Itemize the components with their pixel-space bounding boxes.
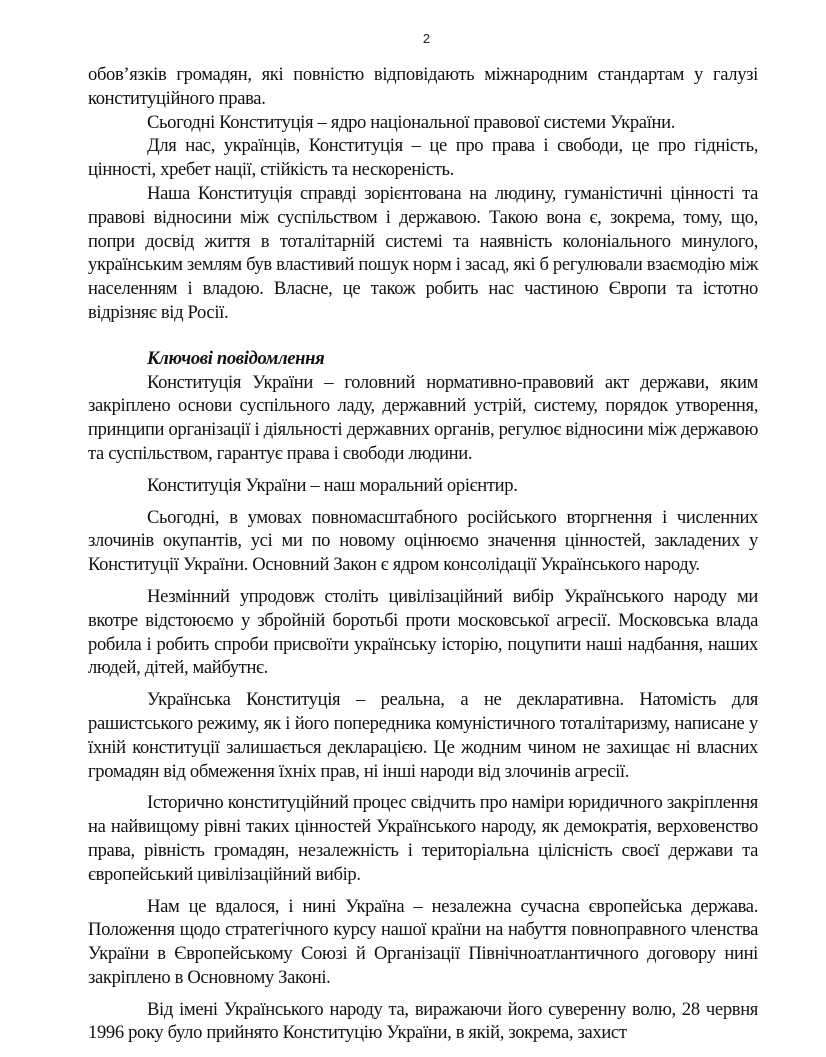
paragraph: Від імені Українського народу та, виражаючи його суверенну волю, 28 червня 1996 року було прийнято Конституцію України, в якій, зокрема, захист	[88, 998, 758, 1044]
paragraph: Сьогодні Конституція – ядро національної правової системи України.	[147, 111, 676, 133]
page-number: 2	[422, 31, 431, 46]
paragraph: Історично конституційний процес свідчить про наміри юридичного закріплення на найвищому рівні таких цінностей Українського народу, як демократія, верховенство права, рівність громадян, незалежність і територіальна цілісність своєї держави та європейський цивілізаційний вибір.	[88, 792, 758, 885]
paragraph: Для нас, українців, Конституція – це про права і свободи, це про гідність, цінності, хребет нації, стійкість та нескореність.	[88, 135, 758, 181]
paragraph: Нам це вдалося, і нині Україна – незалежна сучасна європейська держава. Положення щодо стратегічного курсу нашої країни на набуття повноправного членства України в Європейському Союзі й Організації Північноатлантичного договору нині закріплено в Основному Законі.	[88, 895, 758, 988]
paragraph-continuation: обов’язків громадян, які повністю відповідають міжнародним стандартам у галузі конституційного права.	[88, 64, 758, 109]
paragraph: Наша Конституція справді зорієнтована на людину, гуманістичні цінності та правові відносини між суспільством і державою. Такою вона є, зокрема, тому, що, попри досвід життя в тоталітарній системі та наявність колоніального минулого, українським землям був властивий пошук норм і засад, які б регулювали взаємодію між населенням і владою. Власне, це також робить нас частиною Європи та істотно відрізняє від Росії.	[88, 182, 759, 323]
paragraph: Незмінний упродовж століть цивілізаційний вибір Українського народу ми вкотре відстоюємо у збройній боротьбі проти московської агресії. Московська влада робила і робить спроби присвоїти українську історію, поцупити наші надбання, наших людей, дітей, майбутнє.	[88, 585, 758, 679]
section-heading: Ключові повідомлення	[147, 347, 325, 369]
paragraph: Конституція України – головний нормативно-правовий акт держави, яким закріплено основи суспільного ладу, державний устрій, систему, порядок утворення, принципи організації і діяльності державних органів, регулює відносини між державою та суспільством, гарантує права і свободи людини.	[88, 371, 758, 464]
paragraph: Конституція України – наш моральний орієнтир.	[147, 474, 518, 496]
paragraph: Українська Конституція – реальна, а не декларативна. Натомість для рашистського режиму, як і його попередника комуністичного тоталітаризму, написане у їхній конституції залишається декларацією. Це жодним чином не захищає ні власних громадян від обмеження їхніх прав, ні інші народи від злочинів агресії.	[88, 689, 758, 782]
paragraph: Сьогодні, в умовах повномасштабного російського вторгнення і численних злочинів окупантів, усі ми по новому оцінюємо значення цінностей, закладених у Конституції України. Основний Закон є ядром консолідації Українського народу.	[88, 506, 758, 576]
document-body	[88, 63, 758, 1045]
